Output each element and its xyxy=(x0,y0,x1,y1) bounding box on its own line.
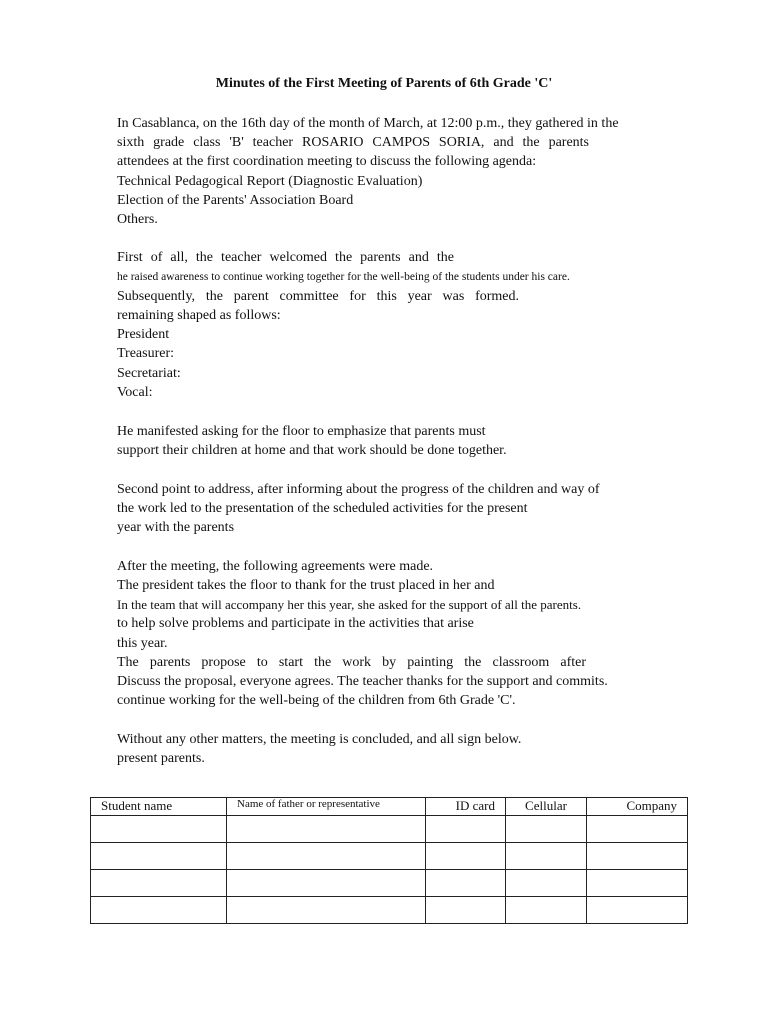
table-cell[interactable] xyxy=(426,843,506,870)
text-line: sixth grade class 'B' teacher ROSARIO CAMPOS SORIA, and the parents xyxy=(117,135,589,150)
table-cell[interactable] xyxy=(506,816,587,843)
table-cell[interactable] xyxy=(91,897,227,924)
table-cell[interactable] xyxy=(91,843,227,870)
committee-role: Secretariat: xyxy=(117,366,181,381)
table-cell[interactable] xyxy=(91,870,227,897)
text-line: this year. xyxy=(117,636,168,651)
table-cell[interactable] xyxy=(587,816,688,843)
table-row xyxy=(91,843,688,870)
table-cell[interactable] xyxy=(587,897,688,924)
committee-role: Treasurer: xyxy=(117,346,175,361)
header-student-name: Student name xyxy=(91,798,227,816)
committee-role: President xyxy=(117,327,170,342)
text-line: Without any other matters, the meeting is concluded, and all sign below. xyxy=(117,732,522,747)
text-line: the work led to the presentation of the scheduled activities for the present xyxy=(117,501,528,516)
text-line: Second point to address, after informing about the progress of the children and way of xyxy=(117,482,600,497)
text-line: In the team that will accompany her this year, she asked for the support of all the parents. xyxy=(117,597,582,612)
header-id-card: ID card xyxy=(426,798,506,816)
text-line: Discuss the proposal, everyone agrees. The teacher thanks for the support and commits. xyxy=(117,674,608,689)
text-line: year with the parents xyxy=(117,520,235,535)
agenda-item: Technical Pedagogical Report (Diagnostic Evaluation) xyxy=(117,174,423,189)
text-line: support their children at home and that work should be done together. xyxy=(117,443,507,458)
table-cell[interactable] xyxy=(587,870,688,897)
header-cellular: Cellular xyxy=(506,798,587,816)
text-line: First of all, the teacher welcomed the parents and the xyxy=(117,250,454,265)
header-company: Company xyxy=(587,798,688,816)
text-line: remaining shaped as follows: xyxy=(117,308,281,323)
table-cell[interactable] xyxy=(227,897,426,924)
table-header-row xyxy=(91,798,688,816)
text-line: he raised awareness to continue working together for the well-being of the students under his care. xyxy=(117,271,570,283)
table-row xyxy=(91,897,688,924)
table-cell[interactable] xyxy=(227,816,426,843)
text-line: In Casablanca, on the 16th day of the month of March, at 12:00 p.m., they gathered in the xyxy=(117,116,619,131)
table-cell[interactable] xyxy=(426,897,506,924)
agenda-item: Others. xyxy=(117,212,158,227)
table-row xyxy=(91,816,688,843)
table-cell[interactable] xyxy=(91,816,227,843)
document-title: Minutes of the First Meeting of Parents of 6th Grade 'C' xyxy=(215,76,553,91)
text-line: The parents propose to start the work by painting the classroom after xyxy=(117,655,586,670)
committee-role: Vocal: xyxy=(117,385,153,400)
table-cell[interactable] xyxy=(227,870,426,897)
table-row xyxy=(91,870,688,897)
table-cell[interactable] xyxy=(426,816,506,843)
text-line: He manifested asking for the floor to emphasize that parents must xyxy=(117,424,486,439)
table-cell[interactable] xyxy=(506,843,587,870)
header-father-name: Name of father or representative xyxy=(227,798,426,816)
text-line: to help solve problems and participate in the activities that arise xyxy=(117,616,474,631)
text-line: attendees at the first coordination meeting to discuss the following agenda: xyxy=(117,154,537,169)
agenda-item: Election of the Parents' Association Board xyxy=(117,193,354,208)
text-line: continue working for the well-being of the children from 6th Grade 'C'. xyxy=(117,693,516,708)
text-line: The president takes the floor to thank for the trust placed in her and xyxy=(117,578,495,593)
text-line: present parents. xyxy=(117,751,205,766)
text-line: After the meeting, the following agreements were made. xyxy=(117,559,434,574)
table-cell[interactable] xyxy=(506,870,587,897)
attendance-table xyxy=(90,797,688,924)
table-cell[interactable] xyxy=(426,870,506,897)
text-line: Subsequently, the parent committee for this year was formed. xyxy=(117,289,519,304)
table-cell[interactable] xyxy=(587,843,688,870)
table-cell[interactable] xyxy=(506,897,587,924)
table-cell[interactable] xyxy=(227,843,426,870)
